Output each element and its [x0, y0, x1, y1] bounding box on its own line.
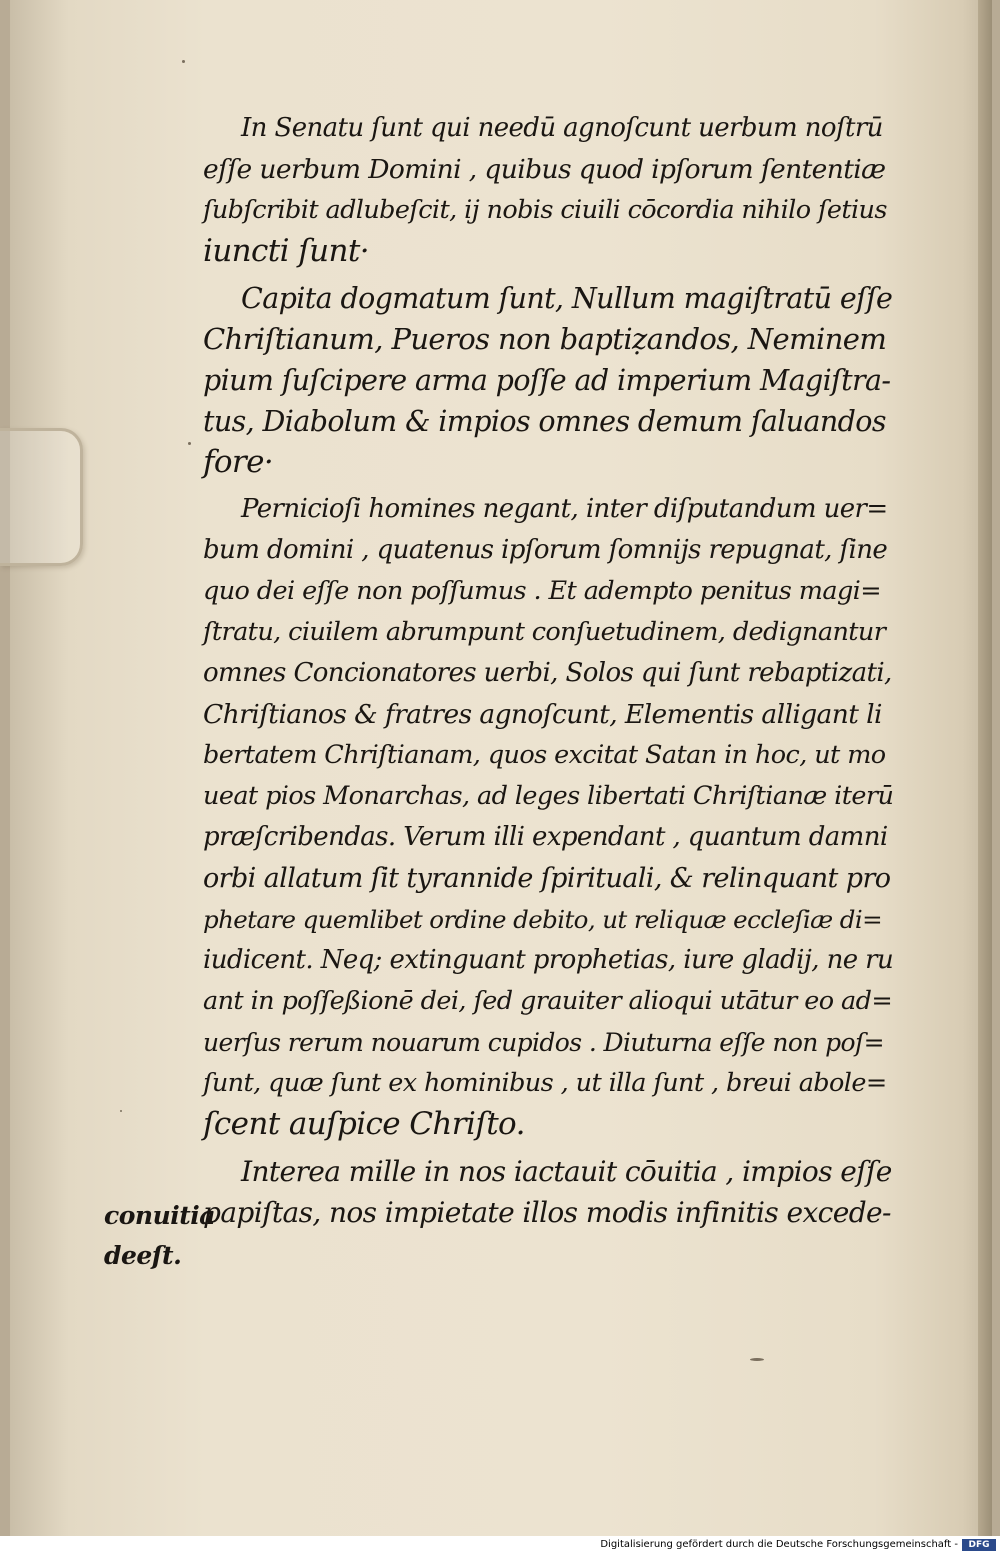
margin-note: conuitia	[104, 1201, 215, 1230]
text-line: phetare quemlibet ordine debito, ut reliquæ eccleſiæ di=	[203, 905, 883, 934]
text-line: ſcent auſpice Chriſto.	[203, 1106, 525, 1142]
paper-speck	[182, 60, 185, 63]
paragraph-4	[203, 1151, 893, 1233]
text-line: tus, Diabolum & impios omnes demum ſaluandos	[203, 405, 886, 438]
text-line: orbi allatum ſit tyrannide ſpirituali, & relinquant pro	[203, 863, 891, 894]
paragraph-1	[203, 108, 893, 272]
paragraph-3	[203, 489, 893, 1145]
text-line: iuncti ſunt·	[203, 233, 369, 269]
text-line: ſunt, quæ ſunt ex hominibus , ut illa ſunt , breui abole=	[203, 1068, 887, 1098]
text-line: iudicent. Neq; extinguant prophetias, iure gladij, ne ru	[203, 945, 894, 975]
text-line: quo dei eſſe non poſſumus . Et adempto penitus magi=	[203, 576, 882, 606]
text-line: bertatem Chriſtianam, quos excitat Satan in hoc, ut mo	[203, 740, 886, 770]
margin-note: deeſt.	[104, 1241, 182, 1270]
text-line: uerſus rerum nouarum cupidos . Diuturna eſſe non poſ=	[203, 1028, 885, 1057]
paragraph-2	[203, 278, 893, 483]
text-line: Interea mille in nos iactauit cōuitia , impios eſſe	[241, 1155, 892, 1188]
text-line: ſubſcribit adlubeſcit, ij nobis ciuili cōcordia nihilo ſetius	[203, 195, 887, 225]
text-line: omnes Concionatores uerbi, Solos qui ſunt rebaptizati,	[203, 658, 892, 688]
paper-speck	[188, 442, 191, 445]
page-edge	[978, 0, 992, 1536]
text-line: Capita dogmatum ſunt, Nullum magiſtratū eſſe	[241, 282, 893, 315]
text-line: ſtratu, ciuilem abrumpunt conſuetudinem, dedignantur	[203, 617, 886, 647]
paper-speck	[750, 1358, 764, 1361]
text-line: Chriſtianos & fratres agnoſcunt, Elementis alligant li	[203, 699, 882, 730]
text-line: ueat pios Monarchas, ad leges libertati Chriſtianæ iterū	[203, 781, 894, 811]
page-clip	[0, 428, 83, 566]
digitization-credit: Digitalisierung gefördert durch die Deutsche Forschungsgemeinschaft -	[600, 1539, 958, 1550]
footer-bar	[0, 1536, 1000, 1554]
text-line: pium ſuſcipere arma poſſe ad imperium Magiſtra-	[203, 364, 891, 397]
text-line: bum domini , quatenus ipſorum ſomnijs repugnat, ſine	[203, 535, 888, 565]
text-line: ant in poſſeßionē dei, ſed grauiter alioqui utātur eo ad=	[203, 986, 893, 1016]
dfg-logo[interactable]: DFG	[962, 1539, 996, 1551]
text-line: eſſe uerbum Domini , quibus quod ipſorum ſententiæ	[203, 154, 886, 185]
text-line: In Senatu ſunt qui needū agnoſcunt uerbum noſtrū	[241, 113, 883, 143]
text-line: Pernicioſi homines negant, inter diſputandum uer=	[241, 494, 888, 524]
text-line: Chriſtianum, Pueros non baptiẓandos, Neminem	[203, 322, 887, 356]
paper-speck	[120, 1110, 122, 1112]
text-line: fore·	[203, 444, 274, 480]
main-text	[203, 108, 893, 1239]
text-line: papiſtas, nos impietate illos modis infinitis excede-	[203, 1196, 891, 1229]
text-line: præſcribendas. Verum illi expendant , quantum damni	[203, 822, 888, 852]
